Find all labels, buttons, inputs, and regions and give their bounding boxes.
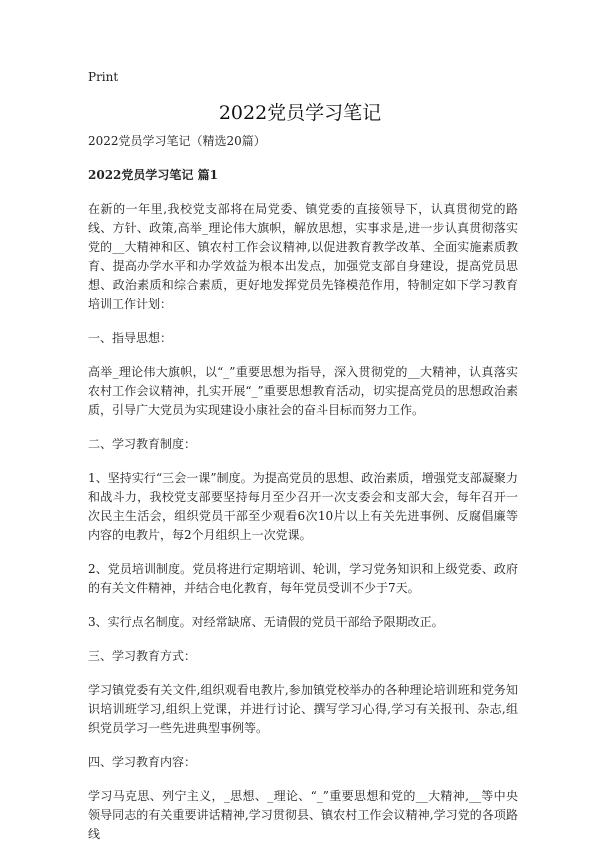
- heading-study-methods: 三、学习教育方式：: [88, 649, 197, 663]
- heading-guiding-ideology: 一、指导思想：: [88, 331, 173, 345]
- heading-study-content: 四、学习教育内容：: [88, 755, 197, 769]
- heading-study-system: 二、学习教育制度：: [88, 437, 197, 451]
- section-title: 2022党员学习笔记 篇1: [88, 168, 218, 182]
- document-subtitle: 2022党员学习笔记（精选20篇）: [88, 134, 266, 148]
- paragraph-study-methods: 学习镇党委有关文件,组织观看电教片,参加镇党校举办的各种理论培训班和党务知识培训班学习,组织上党课，并进行讨论、撰写学习心得,学习有关报刊、杂志,组织党员学习一些先进典型事例等。: [88, 683, 518, 735]
- intro-paragraph: 在新的一年里,我校党支部将在局党委、镇党委的直接领导下，认真贯彻党的路线、方针、政策,高举_理论伟大旗帜，解放思想，实事求是,进一步认真贯彻落实党的__大精神和区、镇农村工作会议精神,以促进教育教学改革、全面实施素质教育、提高办学水平和办学效益为根本出发点，加强党支部自身建设，提高党员思想、政治素质和综合素质，更好地发挥党员先锋模范作用，特制定如下学习教育培训工作计划：: [88, 202, 518, 311]
- paragraph-training-system: 2、党员培训制度。党员将进行定期培训、轮训，学习党务知识和上级党委、政府的有关文件精神，并结合电化教育，每年党员受训不少于7天。: [88, 562, 518, 595]
- print-label[interactable]: Print: [88, 70, 119, 84]
- paragraph-study-content: 学习马克思、列宁主义，_思想、_理论、“_”重要思想和党的__大精神,__等中央领导同志的有关重要讲话精神,学习贯彻县、镇农村工作会议精神,学习党的各项路线: [88, 789, 518, 841]
- page-title: 2022党员学习笔记: [218, 102, 382, 124]
- document-body: [88, 132, 518, 859]
- paragraph-guiding-ideology: 高举_理论伟大旗帜，以“_”重要思想为指导，深入贯彻党的__大精神，认真落实农村工作会议精神，扎实开展“_”重要思想教育活动，切实提高党员的思想政治素质，引导广大党员为实现建设小康社会的奋斗目标而努力工作。: [88, 365, 518, 417]
- paragraph-three-meetings: 1、坚持实行“三会一课”制度。为提高党员的思想、政治素质，增强党支部凝聚力和战斗力，我校党支部要坚持每月至少召开一次支委会和支部大会，每年召开一次民主生活会，组织党员干部至少观看6次10片以上有关先进事例、反腐倡廉等内容的电教片，每2个月组织上一次党课。: [88, 471, 518, 542]
- paragraph-roll-call: 3、实行点名制度。对经常缺席、无请假的党员干部给予限期改正。: [88, 615, 444, 629]
